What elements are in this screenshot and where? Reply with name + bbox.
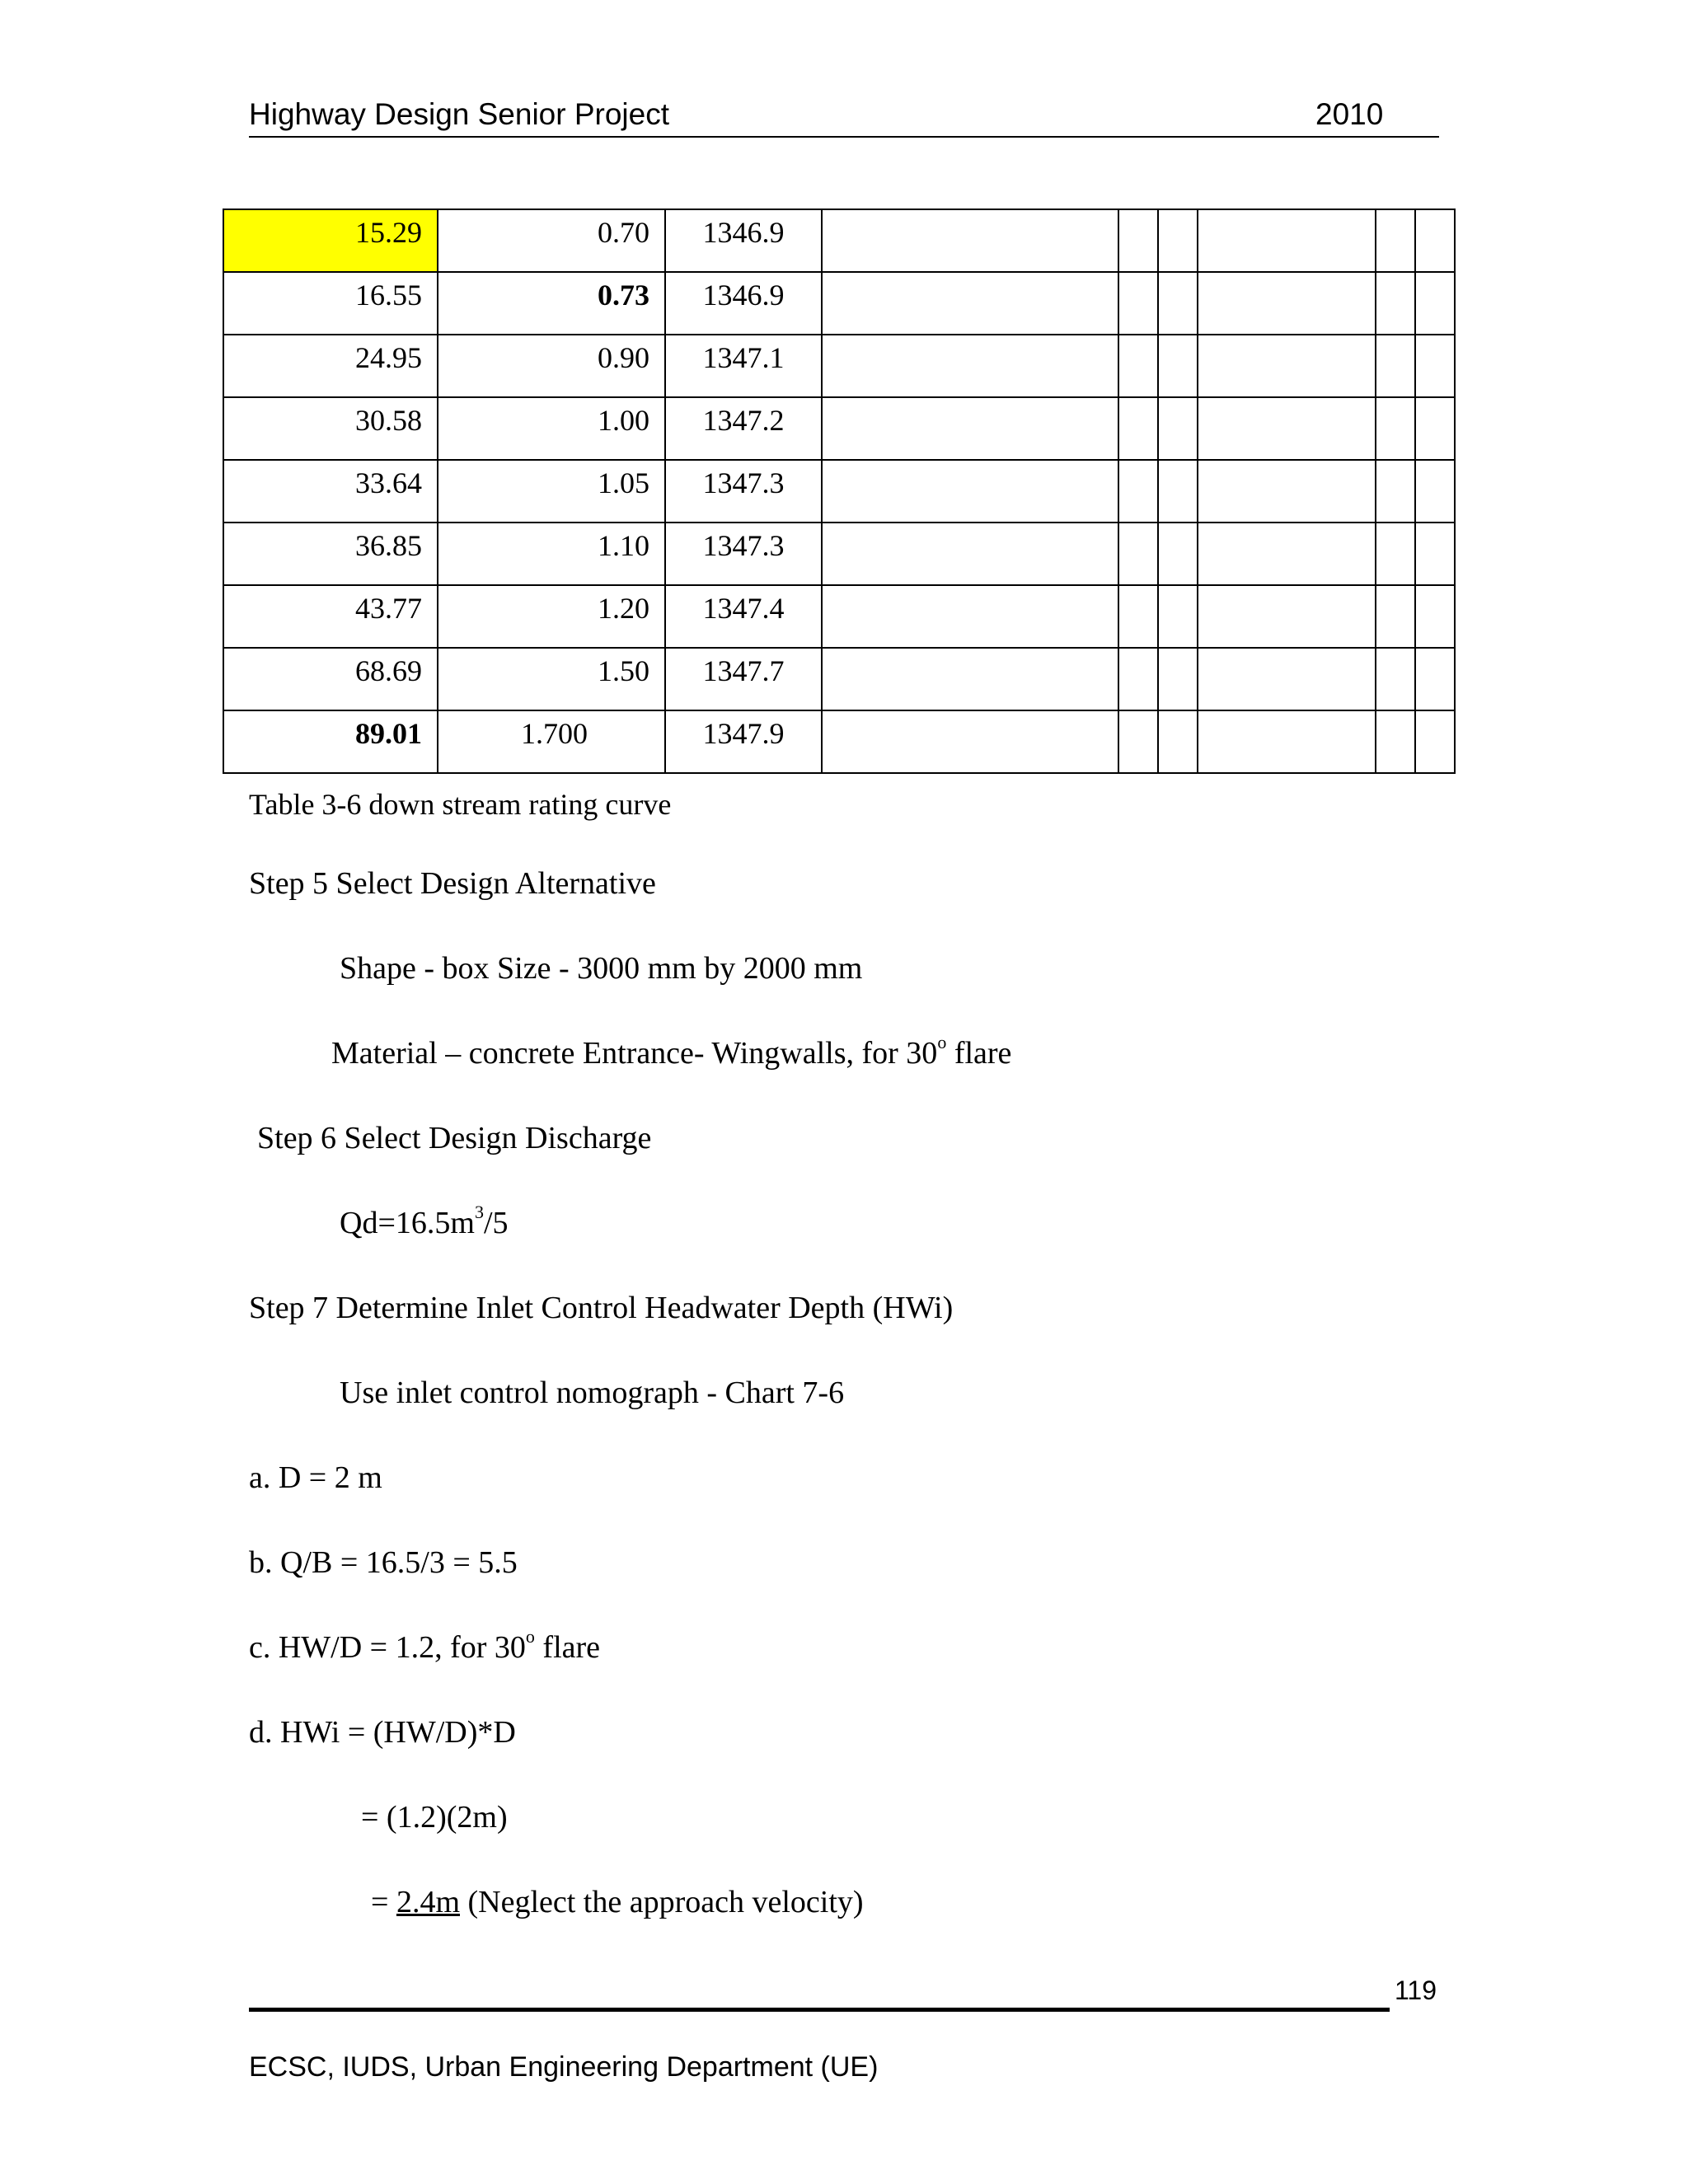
elevation-cell (665, 272, 822, 335)
discharge-cell (223, 397, 438, 460)
discharge-cell-value: 15.29 (355, 216, 422, 249)
empty-cell (1118, 710, 1158, 773)
empty-cell (1118, 335, 1158, 397)
empty-cell (1118, 209, 1158, 272)
empty-cell (822, 335, 1118, 397)
depth-cell-value: 1.20 (598, 592, 649, 625)
empty-cell (1415, 209, 1455, 272)
depth-cell-value: 1.700 (521, 717, 588, 750)
empty-cell (1198, 585, 1376, 648)
step-6-heading: Step 6 Select Design Discharge (257, 1121, 652, 1155)
page-number: 119 (1395, 1975, 1437, 2005)
empty-cell (1158, 397, 1198, 460)
empty-cell (1158, 272, 1198, 335)
elevation-cell (665, 523, 822, 585)
depth-cell (438, 335, 665, 397)
elevation-cell-value: 1347.7 (702, 654, 785, 687)
discharge-cell-value: 36.85 (355, 529, 422, 562)
empty-cell (1415, 397, 1455, 460)
empty-cell (822, 460, 1118, 523)
depth-cell (438, 397, 665, 460)
elevation-cell-value: 1347.4 (702, 592, 785, 625)
empty-cell (1376, 209, 1415, 272)
rating-curve-table (223, 209, 1456, 774)
empty-cell (822, 523, 1118, 585)
header-year: 2010 (1315, 97, 1384, 131)
elevation-cell-value: 1347.3 (702, 529, 785, 562)
table-row (223, 397, 1455, 460)
table-row (223, 272, 1455, 335)
discharge-cell (223, 460, 438, 523)
empty-cell (1118, 397, 1158, 460)
elevation-cell (665, 397, 822, 460)
depth-cell (438, 710, 665, 773)
empty-cell (1376, 272, 1415, 335)
empty-cell (1198, 272, 1376, 335)
empty-cell (1158, 523, 1198, 585)
empty-cell (1118, 648, 1158, 710)
header-rule (249, 136, 1439, 138)
table-row (223, 335, 1455, 397)
empty-cell (1158, 335, 1198, 397)
elevation-cell (665, 335, 822, 397)
empty-cell (1376, 523, 1415, 585)
empty-cell (1158, 209, 1198, 272)
depth-cell-value: 1.50 (598, 654, 649, 687)
empty-cell (1118, 272, 1158, 335)
depth-cell-value: 0.90 (598, 341, 649, 374)
table-row (223, 209, 1455, 272)
empty-cell (1118, 585, 1158, 648)
empty-cell (1415, 648, 1455, 710)
empty-cell (1415, 272, 1455, 335)
headwater-result: 2.4m (396, 1885, 460, 1919)
item-c: c. HW/D = 1.2, for 30$^o$ flare (249, 1626, 601, 1665)
elevation-cell-value: 1346.9 (702, 216, 785, 249)
empty-cell (1158, 710, 1198, 773)
empty-cell (1415, 585, 1455, 648)
elevation-cell (665, 460, 822, 523)
nomograph-line: Use inlet control nomograph - Chart 7-6 (340, 1376, 845, 1410)
item-b: b. Q/B = 16.5/3 = 5.5 (249, 1545, 518, 1580)
step-7-heading: Step 7 Determine Inlet Control Headwater Depth (HWi) (249, 1291, 954, 1325)
elevation-cell-value: 1347.3 (702, 466, 785, 499)
empty-cell (1376, 460, 1415, 523)
empty-cell (1376, 648, 1415, 710)
elevation-cell-value: 1347.2 (702, 404, 785, 437)
discharge-cell (223, 523, 438, 585)
discharge-cell-value: 30.58 (355, 404, 422, 437)
empty-cell (1198, 648, 1376, 710)
item-d: d. HWi = (HW/D)*D (249, 1715, 516, 1750)
empty-cell (1198, 460, 1376, 523)
empty-cell (1376, 710, 1415, 773)
table-row (223, 648, 1455, 710)
depth-cell-value: 0.73 (598, 279, 649, 312)
empty-cell (1376, 585, 1415, 648)
table-row (223, 710, 1455, 773)
elevation-cell (665, 710, 822, 773)
item-d-step-3: = 2.4m (Neglect the approach velocity) (371, 1885, 864, 1919)
material-line: Material – concrete Entrance- Wingwalls, for 30$^o$ flare (331, 1032, 1012, 1071)
table-row (223, 460, 1455, 523)
empty-cell (1158, 648, 1198, 710)
elevation-cell-value: 1347.9 (702, 717, 785, 750)
discharge-cell-value: 68.69 (355, 654, 422, 687)
discharge-cell (223, 710, 438, 773)
depth-cell (438, 585, 665, 648)
depth-cell (438, 209, 665, 272)
discharge-cell-value: 24.95 (355, 341, 422, 374)
discharge-cell (223, 648, 438, 710)
empty-cell (822, 209, 1118, 272)
depth-cell-value: 0.70 (598, 216, 649, 249)
step-5-heading: Step 5 Select Design Alternative (249, 866, 656, 901)
empty-cell (1158, 460, 1198, 523)
depth-cell-value: 1.00 (598, 404, 649, 437)
empty-cell (1376, 397, 1415, 460)
empty-cell (1415, 460, 1455, 523)
empty-cell (822, 710, 1118, 773)
elevation-cell (665, 209, 822, 272)
depth-cell (438, 460, 665, 523)
depth-cell (438, 523, 665, 585)
discharge-cell-value: 89.01 (355, 717, 422, 750)
empty-cell (1118, 523, 1158, 585)
empty-cell (1198, 335, 1376, 397)
depth-cell-value: 1.05 (598, 466, 649, 499)
empty-cell (1376, 335, 1415, 397)
empty-cell (1198, 710, 1376, 773)
elevation-cell-value: 1347.1 (702, 341, 785, 374)
table-row (223, 585, 1455, 648)
discharge-cell-value: 33.64 (355, 466, 422, 499)
discharge-cell (223, 209, 438, 272)
empty-cell (1118, 460, 1158, 523)
discharge-cell (223, 335, 438, 397)
table-row (223, 523, 1455, 585)
empty-cell (1415, 335, 1455, 397)
depth-cell-value: 1.10 (598, 529, 649, 562)
depth-cell (438, 272, 665, 335)
elevation-cell-value: 1346.9 (702, 279, 785, 312)
footer-rule (249, 2008, 1390, 2012)
shape-size-line: Shape - box Size - 3000 mm by 2000 mm (340, 951, 863, 986)
empty-cell (1198, 209, 1376, 272)
discharge-cell (223, 585, 438, 648)
empty-cell (1158, 585, 1198, 648)
footer-text: ECSC, IUDS, Urban Engineering Department (UE) (249, 2051, 879, 2083)
empty-cell (822, 585, 1118, 648)
discharge-cell-value: 16.55 (355, 279, 422, 312)
elevation-cell (665, 648, 822, 710)
discharge-cell-value: 43.77 (355, 592, 422, 625)
elevation-cell (665, 585, 822, 648)
empty-cell (822, 272, 1118, 335)
design-discharge-line: $Qd=16.5m^3/5$ (340, 1202, 509, 1240)
discharge-cell (223, 272, 438, 335)
empty-cell (1415, 523, 1455, 585)
empty-cell (1415, 710, 1455, 773)
empty-cell (822, 397, 1118, 460)
empty-cell (1198, 397, 1376, 460)
item-d-step-2: = (1.2)(2m) (361, 1800, 508, 1835)
empty-cell (1198, 523, 1376, 585)
table-caption: Table 3-6 down stream rating curve (249, 788, 672, 821)
empty-cell (822, 648, 1118, 710)
depth-cell (438, 648, 665, 710)
header-title: Highway Design Senior Project (249, 97, 670, 131)
item-a: a. D = 2 m (249, 1460, 382, 1495)
